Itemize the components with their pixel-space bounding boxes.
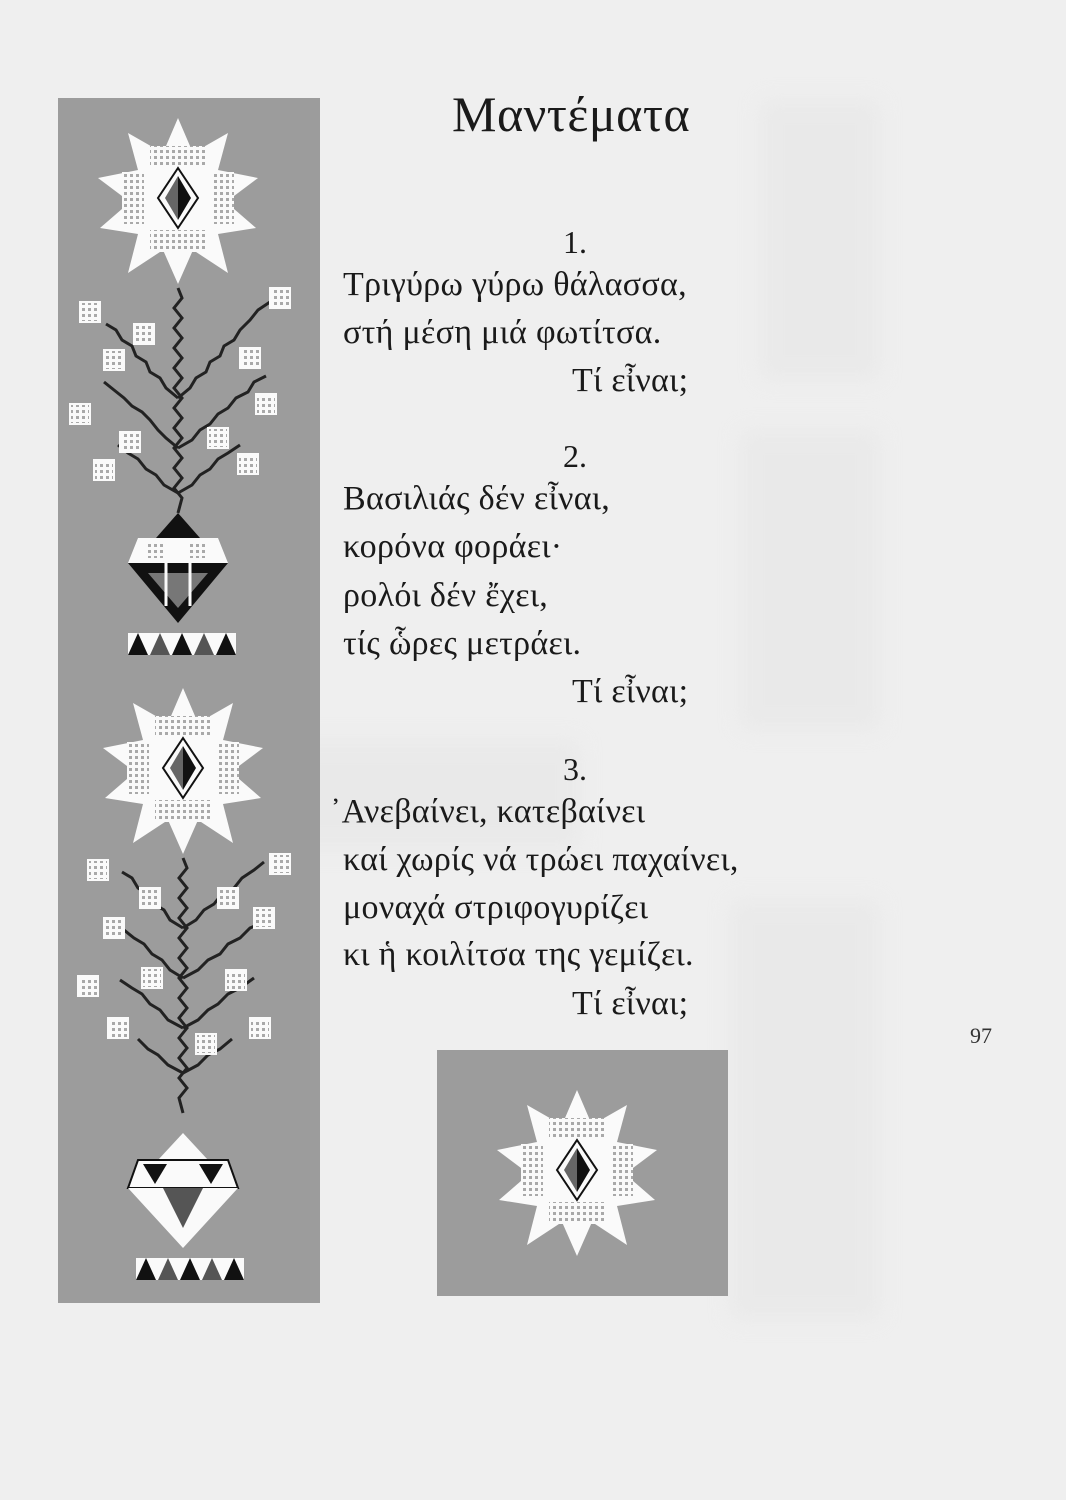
riddle-number: 2. [563, 438, 587, 474]
bleed-through [730, 900, 880, 1320]
vase-icon [128, 513, 228, 623]
page-title: Μαντέματα [452, 86, 691, 142]
riddle-number: 1. [563, 224, 587, 260]
riddle-question: Τί εἶναι; [572, 673, 689, 710]
poem-line: κι ἡ κοιλίτσα της γεμίζει. [343, 936, 694, 973]
poem-line: Τριγύρω γύρω θάλασσα, [343, 266, 687, 303]
page-number: 97 [970, 1023, 992, 1048]
pot-base-border-icon [128, 633, 236, 655]
star-flower-icon [497, 1090, 657, 1256]
poem-line: μοναχά στριφογυρίζει [343, 889, 649, 926]
bleed-through [760, 100, 880, 380]
embroidery-svg [437, 1050, 728, 1296]
poem-line: κορόνα φοράει· [343, 528, 563, 565]
left-embroidery-illustration [58, 98, 320, 1303]
poem-line: Βασιλιάς δέν εἶναι, [343, 480, 611, 517]
star-flower-icon [98, 118, 258, 284]
small-embroidery-illustration [437, 1050, 728, 1296]
poem-line: καί χωρίς νά τρώει παχαίνει, [343, 841, 739, 878]
embroidery-svg [58, 98, 320, 1303]
bleed-through [740, 430, 880, 730]
poem-line: τίς ὧρες μετράει. [343, 625, 582, 662]
branches-icon [104, 288, 270, 513]
riddle-question: Τί εἶναι; [572, 362, 689, 399]
poem-line: στή μέση μιά φωτίτσα. [343, 314, 662, 351]
pot-base-border-icon [136, 1258, 244, 1280]
star-flower-icon [103, 688, 263, 854]
vase-icon [128, 1133, 238, 1248]
riddle-question: Τί εἶναι; [572, 985, 689, 1022]
poem-line: ᾿Ανεβαίνει, κατεβαίνει [330, 793, 646, 830]
poem-line: ρολόι δέν ἔχει, [343, 577, 549, 614]
riddle-number: 3. [563, 751, 587, 787]
